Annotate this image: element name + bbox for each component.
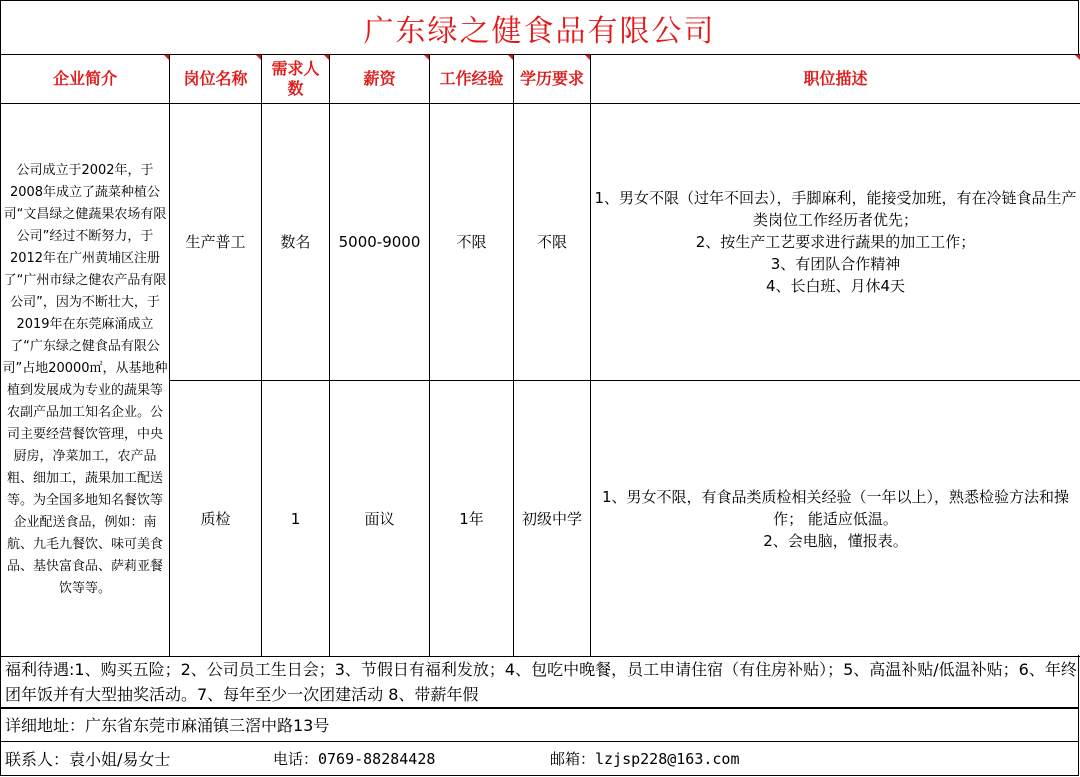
job-salary: 5000-9000 <box>330 104 430 381</box>
job-position: 质检 <box>170 381 262 657</box>
header-experience: 工作经验 <box>430 55 514 104</box>
company-intro: 公司成立于2002年，于2008年成立了蔬菜种植公司“文昌绿之健蔬果农场有限公司”经过不断努力，于2012年在广州黄埔区注册了“广州市绿之健农产品有限公司”，因为不断壮大，于2019年在东莞麻涌成立了“广东绿之健食品有限公司”占地20000㎡，从基地种植到发展成为专业的蔬果等农副产品加工知名企业。公司主要经营餐饮管理，中央厨房，净菜加工，农产品粗、细加工，蔬果加工配送等。为全国多地知名餐饮等企业配送食品，例如：南航、九毛九餐饮、味可美食品、基快富食品、萨莉亚餐饮等等。 <box>1 104 170 657</box>
benefits-text: 福利待遇:1、购买五险；2、公司员工生日会；3、节假日有福利发放；4、包吃中晚餐，员工申请住宿（有住房补贴）；5、高温补贴/低温补贴；6、年终团年饭并有大型抽奖活动。7、每年至少一次团建活动 8、带薪年假 <box>0 655 1079 708</box>
desc-line: 4、长白班、月休4天 <box>591 275 1080 297</box>
job-position: 生产普工 <box>170 104 262 381</box>
desc-line: 2、会电脑，懂报表。 <box>591 530 1080 552</box>
desc-line: 1、男女不限（过年不回去），手脚麻利，能接受加班，有在冷链食品生产类岗位工作经历者优先； <box>591 187 1080 231</box>
job-row <box>1 104 1080 381</box>
header-education: 学历要求 <box>514 55 591 104</box>
desc-line: 2、按生产工艺要求进行蔬果的加工工作； <box>591 231 1080 253</box>
address-text: 详细地址：广东省东莞市麻涌镇三滘中路13号 <box>0 708 1079 742</box>
job-description <box>591 381 1080 657</box>
contact-person: 联系人：袁小姐/易女士 <box>5 742 273 775</box>
header-salary: 薪资 <box>330 55 430 104</box>
company-title: 广东绿之健食品有限公司 <box>0 0 1079 54</box>
header-description: 职位描述 <box>591 55 1080 104</box>
contact-phone: 电话：0769-88284428 <box>273 742 550 775</box>
header-position: 岗位名称 <box>170 55 262 104</box>
desc-line: 1、男女不限，有食品类质检相关经验（一年以上），熟悉检验方法和操作； 能适应低温。 <box>591 486 1080 530</box>
job-education: 初级中学 <box>514 381 591 657</box>
job-experience: 1年 <box>430 381 514 657</box>
job-experience: 不限 <box>430 104 514 381</box>
contact-row <box>0 741 1079 776</box>
header-row <box>1 55 1080 104</box>
job-count: 数名 <box>262 104 330 381</box>
header-intro: 企业简介 <box>1 55 170 104</box>
header-count: 需求人数 <box>262 55 330 104</box>
job-table <box>0 54 1080 657</box>
job-salary: 面议 <box>330 381 430 657</box>
job-count: 1 <box>262 381 330 657</box>
desc-line: 3、有团队合作精神 <box>591 253 1080 275</box>
job-education: 不限 <box>514 104 591 381</box>
job-description <box>591 104 1080 381</box>
contact-email: 邮箱：lzjsp228@163.com <box>550 742 740 775</box>
